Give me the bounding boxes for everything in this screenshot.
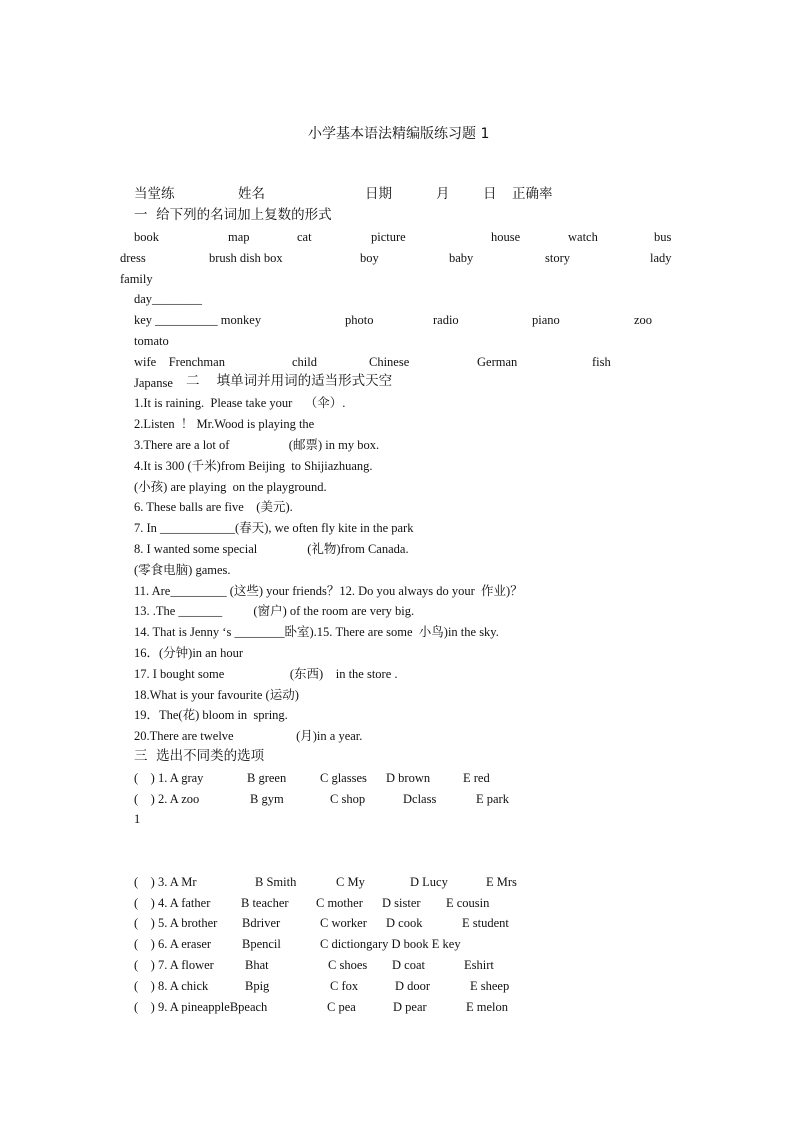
choice-q3-a: ( ) 3. A Mr — [134, 875, 197, 889]
choice-q4-c: C mother — [316, 896, 363, 910]
fill-line-10: 11. Are_________ (这些) your friends？12. Do you always do your 作业)？ — [134, 584, 523, 598]
word-child: child — [292, 355, 317, 369]
word-map: map — [228, 230, 250, 244]
word-wife-frenchman: wife Frenchman — [134, 355, 225, 369]
choice-q8-d: D door — [395, 979, 431, 993]
word-dress: dress — [120, 251, 146, 265]
choice-q1-c: C glasses — [320, 771, 367, 785]
header-practice: 当堂练 — [134, 186, 175, 202]
fill-line-1: 1.It is raining. Please take your （伞）. — [134, 396, 346, 410]
choice-q4-a: ( ) 4. A father — [134, 896, 211, 910]
word-day: day________ — [134, 292, 203, 306]
choice-q3-b: B Smith — [255, 875, 297, 889]
choice-q8-a: ( ) 8. A chick — [134, 979, 209, 993]
word-story: story — [545, 251, 570, 265]
word-cat: cat — [297, 230, 312, 244]
section2-heading: 二 填单词并用词的适当形式天空 — [186, 373, 393, 389]
choice-q5-d: D cook — [386, 916, 423, 930]
choice-q2-d: Dclass — [403, 792, 437, 806]
choice-q9-d: D pear — [393, 1000, 427, 1014]
fill-line-12: 14. That is Jenny ‘s ________卧室).15. There are some 小鸟)in the sky. — [134, 625, 499, 639]
choice-q8-c: C fox — [330, 979, 359, 993]
header-name: 姓名 — [238, 186, 265, 202]
choice-q2-b: B gym — [250, 792, 284, 806]
choice-q6-b: Bpencil — [242, 937, 281, 951]
word-family: family — [120, 272, 153, 286]
fill-line-7: 7. In ____________(春天), we often fly kite in the park — [134, 521, 414, 535]
choice-q4-b: B teacher — [241, 896, 289, 910]
choice-q3-c: C My — [336, 875, 365, 889]
word-picture: picture — [371, 230, 406, 244]
fill-line-14: 17. I bought some (东西) in the store . — [134, 667, 398, 681]
word-book: book — [134, 230, 159, 244]
fill-line-17: 20.There are twelve (月)in a year. — [134, 729, 363, 743]
choice-q2-c: C shop — [330, 792, 366, 806]
word-brush-dish-box: brush dish box — [209, 251, 283, 265]
fill-line-13: 16．(分钟)in an hour — [134, 646, 244, 660]
choice-q8-b: Bpig — [245, 979, 270, 993]
choice-q4-d: D sister — [382, 896, 421, 910]
word-photo: photo — [345, 313, 374, 327]
fill-line-3: 3.There are a lot of (邮票) in my box. — [134, 438, 380, 452]
word-german: German — [477, 355, 518, 369]
section3-heading: 三 选出不同类的选项 — [134, 748, 265, 764]
section1-heading: 一 给下列的名词加上复数的形式 — [134, 207, 332, 223]
page-title: 小学基本语法精编版练习题 1 — [308, 126, 490, 142]
choice-q9-a: ( ) 9. A pineappleBpeach — [134, 1000, 268, 1014]
word-house: house — [491, 230, 521, 244]
choice-q7-c: C shoes — [328, 958, 368, 972]
header-accuracy: 正确率 — [512, 186, 553, 202]
word-lady: lady — [650, 251, 672, 265]
fill-line-8: 8. I wanted some special (礼物)from Canada. — [134, 542, 409, 556]
choice-q5-e: E student — [462, 916, 509, 930]
choice-q9-c: C pea — [327, 1000, 356, 1014]
word-boy: boy — [360, 251, 379, 265]
header-month: 月 — [436, 186, 450, 202]
word-bus: bus — [654, 230, 672, 244]
word-baby: baby — [449, 251, 474, 265]
choice-q2-e: E park — [476, 792, 509, 806]
choice-q9-e: E melon — [466, 1000, 509, 1014]
word-radio: radio — [433, 313, 459, 327]
choice-q3-e: E Mrs — [486, 875, 517, 889]
word-japanse: Japanse — [134, 376, 173, 390]
choice-q1-e: E red — [463, 771, 490, 785]
word-zoo: zoo — [634, 313, 653, 327]
choice-q3-d: D Lucy — [410, 875, 448, 889]
fill-line-4: 4.It is 300 (千米)from Beijing to Shijiazhuang. — [134, 459, 373, 473]
choice-q7-e: Eshirt — [464, 958, 494, 972]
fill-line-11: 13. .The _______ (窗户) of the room are very big. — [134, 604, 415, 618]
choice-q7-a: ( ) 7. A flower — [134, 958, 214, 972]
choice-q5-a: ( ) 5. A brother — [134, 916, 218, 930]
choice-q1-b: B green — [247, 771, 287, 785]
word-tomato: tomato — [134, 334, 169, 348]
choice-q5-c: C worker — [320, 916, 367, 930]
choice-q6-a: ( ) 6. A eraser — [134, 937, 212, 951]
word-piano: piano — [532, 313, 560, 327]
choice-q6-c: C dictiongary D book E key — [320, 937, 461, 951]
choice-q1-a: ( ) 1. A gray — [134, 771, 204, 785]
word-fish: fish — [592, 355, 611, 369]
fill-line-5: (小孩) are playing on the playground. — [134, 480, 327, 494]
fill-line-9: (零食电脑) games. — [134, 563, 231, 577]
fill-line-16: 19．The(花) bloom in spring. — [134, 708, 288, 722]
choice-q7-b: Bhat — [245, 958, 269, 972]
choice-q1-d: D brown — [386, 771, 431, 785]
page-number: 1 — [134, 812, 141, 826]
header-date: 日期 — [365, 186, 392, 202]
choice-q4-e: E cousin — [446, 896, 490, 910]
header-day: 日 — [483, 186, 497, 202]
word-chinese: Chinese — [369, 355, 410, 369]
choice-q5-b: Bdriver — [242, 916, 281, 930]
fill-line-6: 6. These balls are five (美元). — [134, 500, 293, 514]
choice-q8-e: E sheep — [470, 979, 510, 993]
word-watch: watch — [568, 230, 598, 244]
choice-q2-a: ( ) 2. A zoo — [134, 792, 200, 806]
fill-line-2: 2.Listen ！ Mr.Wood is playing the — [134, 417, 315, 431]
choice-q7-d: D coat — [392, 958, 425, 972]
word-key-monkey: key __________ monkey — [134, 313, 262, 327]
fill-line-15: 18.What is your favourite (运动) — [134, 688, 299, 702]
